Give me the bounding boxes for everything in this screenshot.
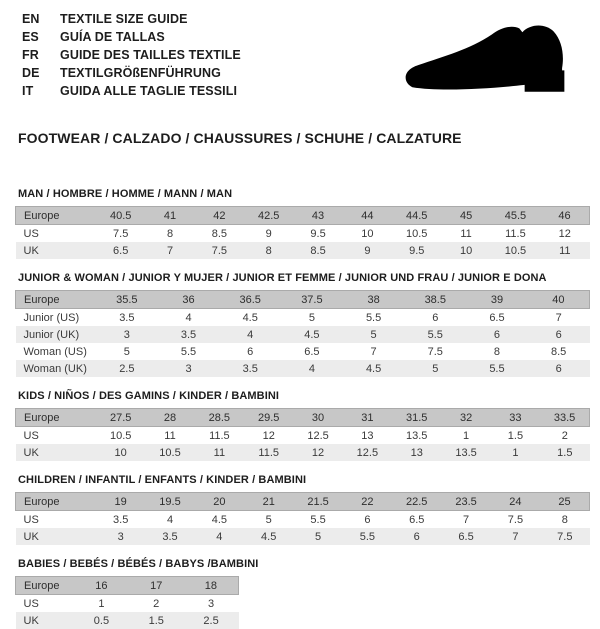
size-value: 44 (361, 209, 374, 222)
size-value: 23.5 (455, 495, 477, 508)
section-title-children: CHILDREN / INFANTIL / ENFANTS / KINDER / BAMBINI (18, 474, 307, 486)
size-value: 17 (150, 579, 163, 592)
size-value: 18 (204, 579, 217, 592)
table-row (16, 326, 590, 343)
size-value: 13 (361, 429, 374, 442)
size-value: 7 (555, 311, 562, 324)
size-value: 11 (164, 429, 176, 442)
row-label: Woman (UK) (23, 362, 87, 375)
size-value: 9 (364, 244, 371, 257)
size-value: 45.5 (504, 209, 527, 222)
row-label: US (23, 597, 39, 610)
section-title-man: MAN / HOMBRE / HOMME / MANN / MAN (18, 188, 233, 200)
size-value: 13 (410, 446, 423, 459)
size-value: 6 (555, 328, 562, 341)
size-value: 3.5 (119, 311, 135, 324)
row-label: Europe (24, 293, 60, 306)
size-value: 3 (123, 328, 130, 341)
size-value: 5 (370, 328, 377, 341)
size-value: 10 (361, 227, 374, 240)
size-value: 9 (265, 227, 272, 240)
size-value: 41 (163, 209, 177, 222)
size-value: 6.5 (304, 345, 320, 358)
size-value: 4.5 (211, 513, 227, 526)
size-value: 5.5 (427, 328, 443, 341)
size-value: 42.5 (257, 209, 280, 222)
size-value: 8.5 (551, 345, 567, 358)
language-label: GUÍA DE TALLAS (60, 30, 165, 44)
language-label: GUIDE DES TAILLES TEXTILE (60, 48, 241, 62)
size-section-babies (15, 558, 600, 629)
size-value: 39 (490, 293, 504, 306)
size-value: 8.5 (310, 244, 326, 257)
size-value: 4.5 (365, 362, 382, 375)
row-label: Junior (UK) (23, 328, 80, 341)
size-value: 4 (247, 328, 254, 341)
size-value: 12 (558, 227, 571, 240)
size-value: 3.5 (162, 530, 178, 543)
table-row (16, 225, 590, 243)
size-table-junior-woman (15, 290, 590, 377)
size-value: 16 (95, 579, 108, 592)
size-value: 10.5 (504, 244, 527, 257)
size-value: 8.5 (211, 227, 227, 240)
size-value: 31.5 (406, 411, 428, 424)
size-value: 5 (314, 530, 322, 543)
table-row (16, 493, 590, 511)
size-value: 12 (262, 429, 275, 442)
size-value: 20 (213, 495, 226, 508)
size-value: 7.5 (507, 513, 524, 526)
size-value: 31 (361, 411, 374, 424)
size-value: 9.5 (409, 244, 425, 257)
size-value: 11 (213, 446, 226, 459)
size-section-children (15, 474, 600, 545)
size-value: 13.5 (455, 446, 477, 459)
size-value: 29.5 (257, 411, 280, 424)
size-table-man (15, 206, 590, 259)
size-value: 5 (123, 345, 130, 358)
size-table-kids (15, 408, 590, 461)
size-section-junior-woman (15, 272, 600, 377)
size-value: 7 (370, 345, 377, 358)
size-value: 2.5 (119, 362, 135, 375)
size-value: 6 (247, 345, 254, 358)
size-value: 4.5 (261, 530, 277, 543)
shoe-icon (392, 20, 584, 104)
size-tables (15, 188, 600, 629)
size-value: 21 (262, 495, 275, 508)
size-value: 10.5 (159, 446, 181, 459)
size-value: 5 (265, 513, 272, 526)
size-table-babies (15, 576, 239, 629)
size-value: 6 (364, 513, 371, 526)
table-row (16, 427, 590, 445)
row-label: US (23, 429, 39, 442)
size-value: 35.5 (116, 293, 138, 306)
size-value: 11.5 (505, 227, 526, 240)
size-value: 8 (561, 513, 568, 526)
row-label: UK (23, 530, 39, 543)
table-row (16, 207, 590, 225)
row-label: US (23, 227, 39, 240)
size-value: 3.5 (242, 362, 258, 375)
table-row (16, 409, 590, 427)
row-label: Woman (US) (23, 345, 87, 358)
size-value: 13.5 (406, 429, 428, 442)
language-label: GUIDA ALLE TAGLIE TESSILI (60, 84, 238, 98)
section-title-babies: BABIES / BEBÉS / BÉBÉS / BABYS /BAMBINI (18, 558, 259, 570)
size-value: 3.5 (113, 513, 129, 526)
size-value: 38 (367, 293, 380, 306)
size-value: 2.5 (203, 614, 219, 627)
table-row (16, 291, 590, 309)
size-value: 6.5 (489, 311, 505, 324)
size-value: 40.5 (109, 209, 132, 222)
row-label: Europe (24, 411, 60, 424)
table-row (16, 595, 239, 613)
language-code: EN (22, 12, 40, 26)
table-row (16, 242, 590, 259)
size-value: 32 (459, 411, 473, 424)
size-value: 6.5 (458, 530, 474, 543)
size-value: 24 (509, 495, 522, 508)
row-label: Junior (US) (23, 311, 80, 324)
size-value: 6 (413, 530, 420, 543)
size-value: 36 (182, 293, 195, 306)
language-label: TEXTILE SIZE GUIDE (60, 12, 188, 26)
size-value: 7 (463, 513, 470, 526)
table-row (16, 528, 590, 545)
size-value: 4 (166, 513, 174, 526)
size-value: 19 (114, 495, 127, 508)
size-value: 22.5 (406, 495, 428, 508)
size-value: 7.5 (427, 345, 443, 358)
size-value: 1.5 (557, 446, 573, 459)
table-row (16, 360, 590, 377)
size-value: 28.5 (208, 411, 231, 424)
size-value: 22 (361, 495, 374, 508)
size-value: 37.5 (301, 293, 323, 306)
size-value: 4 (185, 311, 192, 324)
size-value: 6 (432, 311, 439, 324)
size-value: 6.5 (409, 513, 425, 526)
table-row (16, 444, 590, 461)
size-value: 33.5 (553, 411, 576, 424)
size-value: 45 (459, 209, 473, 222)
section-title-kids: KIDS / NIÑOS / DES GAMINS / KINDER / BAMBINI (18, 390, 280, 402)
size-value: 38.5 (424, 293, 446, 306)
size-value: 10.5 (109, 429, 132, 442)
size-value: 1.5 (507, 429, 524, 442)
size-value: 46 (558, 209, 571, 222)
size-value: 4.5 (304, 328, 320, 341)
row-label: UK (23, 446, 39, 459)
size-value: 33 (509, 411, 522, 424)
size-value: 11 (559, 244, 571, 257)
size-value: 42 (213, 209, 226, 222)
size-value: 3 (117, 530, 124, 543)
size-value: 43 (311, 209, 325, 222)
size-value: 6.5 (113, 244, 129, 257)
row-label: US (23, 513, 39, 526)
language-code: ES (22, 30, 39, 44)
size-value: 5.5 (489, 362, 505, 375)
size-value: 36.5 (239, 293, 261, 306)
size-value: 1 (463, 429, 470, 442)
table-row (16, 612, 239, 629)
size-value: 6 (493, 328, 501, 341)
size-value: 9.5 (310, 227, 326, 240)
size-value: 28 (163, 411, 177, 424)
size-value: 3 (208, 597, 215, 610)
size-table-children (15, 492, 590, 545)
row-label: Europe (24, 579, 60, 592)
size-value: 12.5 (307, 429, 329, 442)
size-value: 7 (512, 530, 519, 543)
size-value: 1.5 (148, 614, 164, 627)
size-value: 5.5 (359, 530, 376, 543)
size-value: 3.5 (180, 328, 197, 341)
size-value: 10 (114, 446, 127, 459)
size-value: 8 (493, 345, 501, 358)
size-value: 11 (460, 227, 472, 240)
row-label: UK (23, 244, 39, 257)
size-value: 19.5 (159, 495, 181, 508)
size-value: 27.5 (109, 411, 132, 424)
size-value: 4 (308, 362, 315, 375)
size-value: 7 (166, 244, 174, 257)
size-value: 10.5 (406, 227, 428, 240)
size-value: 6 (555, 362, 562, 375)
size-value: 11.5 (209, 429, 230, 442)
size-value: 11.5 (258, 446, 279, 459)
size-value: 12 (311, 446, 325, 459)
size-value: 2 (153, 597, 160, 610)
size-value: 7.5 (113, 227, 129, 240)
size-value: 3 (185, 362, 192, 375)
size-value: 44.5 (406, 209, 428, 222)
size-value: 5.5 (365, 311, 382, 324)
size-value: 40 (552, 293, 565, 306)
size-value: 21.5 (307, 495, 329, 508)
size-value: 0.5 (93, 614, 110, 627)
size-value: 10 (459, 244, 473, 257)
row-label: Europe (24, 495, 60, 508)
size-section-man (15, 188, 600, 259)
language-code: IT (22, 84, 34, 98)
table-row (16, 577, 239, 595)
size-value: 2 (561, 429, 568, 442)
size-value: 5 (308, 311, 315, 324)
row-label: Europe (24, 209, 60, 222)
category-title: FOOTWEAR / CALZADO / CHAUSSURES / SCHUHE / CALZATURE (18, 130, 462, 146)
size-value: 30 (311, 411, 325, 424)
size-value: 25 (558, 495, 571, 508)
size-value: 7.5 (211, 244, 227, 257)
size-value: 7.5 (557, 530, 573, 543)
language-label: TEXTILGRÖßENFÜHRUNG (60, 66, 221, 80)
section-title-junior-woman: JUNIOR & WOMAN / JUNIOR Y MUJER / JUNIOR ET FEMME / JUNIOR UND FRAU / JUNIOR E DONA (18, 272, 547, 284)
language-code: DE (22, 66, 40, 80)
language-code: FR (22, 48, 39, 62)
size-value: 1 (98, 597, 105, 610)
row-label: UK (23, 614, 39, 627)
size-value: 4.5 (242, 311, 258, 324)
size-value: 4 (216, 530, 223, 543)
size-value: 12.5 (356, 446, 379, 459)
table-row (16, 343, 590, 360)
size-value: 5.5 (310, 513, 326, 526)
size-value: 8 (166, 227, 174, 240)
size-value: 1 (512, 446, 519, 459)
size-value: 5.5 (180, 345, 197, 358)
table-row (16, 309, 590, 327)
size-value: 8 (265, 244, 272, 257)
size-section-kids (15, 390, 600, 461)
size-value: 5 (432, 362, 439, 375)
table-row (16, 511, 590, 529)
page-header (0, 0, 600, 124)
